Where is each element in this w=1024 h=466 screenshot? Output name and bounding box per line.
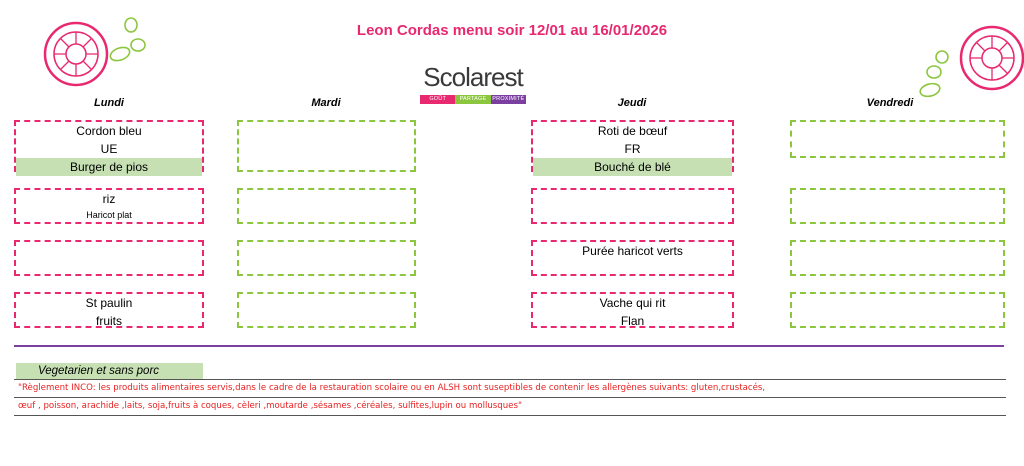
menu-cell-mardi-extra: [237, 240, 416, 276]
dish-name: Purée haricot verts: [582, 244, 683, 258]
allergen-notice-line-1: "Règlement INCO: les produits alimentaires servis,dans le cadre de la restauration scolaire ou en ALSH sont suseptibles de contenir les allergènes suivants: gluten,crustacés,: [18, 383, 766, 393]
dish-name: Flan: [620, 314, 645, 328]
day-header-jeudi: Jeudi: [617, 97, 647, 109]
menu-cell-jeudi-main: [531, 120, 734, 172]
menu-cell-mardi-side: [237, 188, 416, 224]
menu-cell-mardi-dessert: [237, 292, 416, 328]
logo-tagline-bar: [420, 95, 526, 104]
logo-wordmark: Scolarest: [423, 62, 523, 92]
dish-name: Cordon bleu: [76, 124, 142, 138]
allergen-notice-line-2: œuf , poisson, arachide ,laits, soja,fruits à coques, cèleri ,moutarde ,sésames ,céréales, sulfites,lupin ou mollusques": [14, 397, 1006, 415]
dish-name: St paulin: [85, 296, 133, 310]
logo-tag-proximite: PROXIMITÉ: [492, 96, 525, 102]
dish-name: Haricot plat: [86, 210, 132, 220]
dish-origin: UE: [100, 142, 118, 156]
day-header-lundi: Lundi: [94, 97, 124, 109]
vegetarian-dish: Burger de pios: [16, 158, 202, 176]
dish-origin: FR: [624, 142, 641, 156]
scolarest-logo: [418, 62, 528, 104]
day-header-vendredi: Vendredi: [866, 97, 914, 109]
menu-cell-mardi-main: [237, 120, 416, 172]
menu-cell-lundi-extra: [14, 240, 204, 276]
day-header-mardi: Mardi: [311, 97, 341, 109]
dish-name: riz: [102, 192, 116, 206]
menu-cell-vendredi-extra: [790, 240, 1005, 276]
menu-cell-vendredi-main: [790, 120, 1005, 158]
menu-cell-jeudi-extra: [531, 240, 734, 276]
menu-cell-jeudi-dessert: [531, 292, 734, 328]
vegetarian-legend: Vegetarien et sans porc: [16, 363, 203, 379]
menu-cell-lundi-dessert: [14, 292, 204, 328]
menu-cell-jeudi-side: [531, 188, 734, 224]
dish-name: Vache qui rit: [599, 296, 666, 310]
vegetarian-dish: Bouché de blé: [533, 158, 732, 176]
dish-name: fruits: [95, 314, 122, 328]
logo-tag-gout: GOÛT: [420, 95, 455, 104]
menu-cell-vendredi-dessert: [790, 292, 1005, 328]
menu-cell-lundi-main: [14, 120, 204, 172]
logo-tag-partage: PARTAGE: [455, 95, 490, 104]
section-divider: [14, 345, 1004, 347]
menu-cell-vendredi-side: [790, 188, 1005, 224]
page-title: Leon Cordas menu soir 12/01 au 16/01/2026: [356, 22, 668, 39]
dish-name: Roti de bœuf: [597, 124, 668, 138]
allergen-notice: [14, 379, 1006, 416]
menu-cell-lundi-side: [14, 188, 204, 224]
